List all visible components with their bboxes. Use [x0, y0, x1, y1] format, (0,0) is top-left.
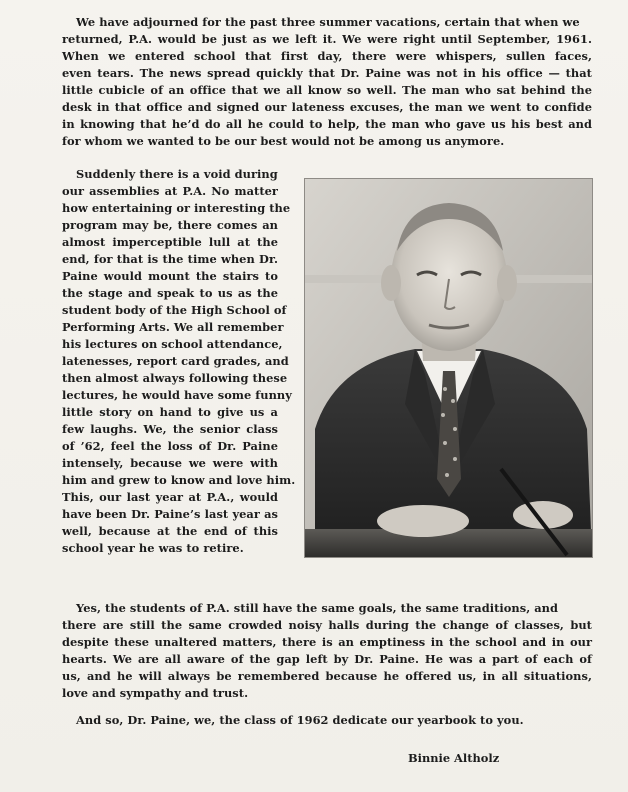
paragraph-3-line: hearts. We are all aware of the gap left by Dr. Paine. He was a part of each of: [62, 652, 592, 666]
paragraph-1-line: for whom we wanted to be our best would not be among us anymore.: [62, 134, 505, 148]
paragraph-2-line: of ’62, feel the loss of Dr. Paine: [62, 439, 278, 453]
paragraph-2-line: lectures, he would have some funny: [62, 388, 292, 402]
paragraph-1-line: desk in that office and signed our lateness excuses, the man we went to confide: [62, 100, 592, 114]
paragraph-2-line: his lectures on school attendance,: [62, 337, 283, 351]
paragraph-2-line: latenesses, report card grades, and: [62, 354, 289, 368]
paragraph-2-line: have been Dr. Paine’s last year as: [62, 507, 278, 521]
paragraph-2-line: Paine would mount the stairs to: [62, 269, 278, 283]
paragraph-2-line: then almost always following these: [62, 371, 288, 385]
portrait-illustration: [305, 179, 592, 557]
paragraph-1-line: even tears. The news spread quickly that Dr. Paine was not in his office — that: [62, 66, 592, 80]
paragraph-4-line: And so, Dr. Paine, we, the class of 1962 dedicate our yearbook to you.: [76, 713, 524, 727]
paragraph-2-line: little story on hand to give us a: [62, 405, 278, 419]
paragraph-2-line: well, because at the end of this: [62, 524, 278, 538]
paragraph-1-line: in knowing that he’d do all he could to help, the man who gave us his best and: [62, 117, 592, 131]
paragraph-2-line: almost imperceptible lull at the: [62, 235, 278, 249]
author-signature: Binnie Altholz: [408, 751, 500, 765]
paragraph-2-line: the stage and speak to us as the: [62, 286, 278, 300]
paragraph-2-line: end, for that is the time when Dr.: [62, 252, 278, 266]
paragraph-2-line: program may be, there comes an: [62, 218, 278, 232]
paragraph-2-line: few laughs. We, the senior class: [62, 422, 278, 436]
portrait-photo: [304, 178, 593, 558]
paragraph-3-line: there are still the same crowded noisy halls during the change of classes, but: [62, 618, 592, 632]
paragraph-1-line: returned, P.A. would be just as we left it. We were right until September, 1961.: [62, 32, 592, 46]
paragraph-1-line: We have adjourned for the past three summer vacations, certain that when we: [76, 15, 580, 29]
paragraph-2-line: student body of the High School of: [62, 303, 287, 317]
paragraph-2-line: our assemblies at P.A. No matter: [62, 184, 278, 198]
paragraph-3-line: despite these unaltered matters, there is an emptiness in the school and in our: [62, 635, 592, 649]
paragraph-1-line: little cubicle of an office that we all know so well. The man who sat behind the: [62, 83, 592, 97]
paragraph-2-line: how entertaining or interesting the: [62, 201, 291, 215]
paragraph-3-line: Yes, the students of P.A. still have the same goals, the same traditions, and: [76, 601, 559, 615]
paragraph-3-line: love and sympathy and trust.: [62, 686, 249, 700]
paragraph-2-line: him and grew to know and love him.: [62, 473, 296, 487]
paragraph-1-line: When we entered school that first day, there were whispers, sullen faces,: [62, 49, 592, 63]
paragraph-2-line: Performing Arts. We all remember: [62, 320, 284, 334]
paragraph-2-line: This, our last year at P.A., would: [62, 490, 278, 504]
paragraph-3-line: us, and he will always be remembered because he offered us, in all situations,: [62, 669, 592, 683]
paragraph-2-line: Suddenly there is a void during: [76, 167, 278, 181]
paragraph-2-line: intensely, because we were with: [62, 456, 278, 470]
paragraph-2-line: school year he was to retire.: [62, 541, 244, 555]
